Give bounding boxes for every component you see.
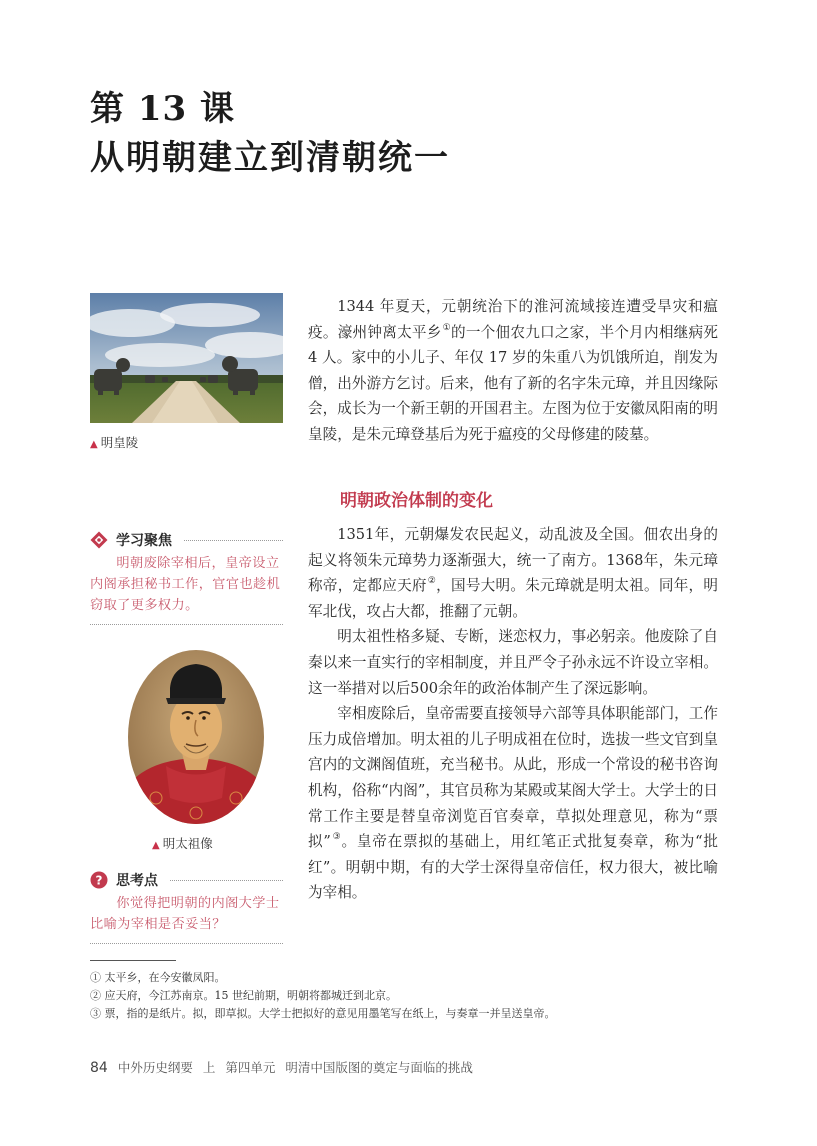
- question-icon: [90, 871, 108, 889]
- unit-title: 明清中国版图的奠定与面临的挑战: [285, 1060, 473, 1075]
- page-number: 84: [90, 1060, 108, 1076]
- book-title: 中外历史纲要: [117, 1060, 193, 1075]
- volume-label: 上: [202, 1060, 216, 1075]
- paragraph-1: 1351年，元朝爆发农民起义，动乱波及全国。佃农出身的起义将领朱元璋势力逐渐强大，统一了南方。1368年，朱元璋称帝，定都应天府②，国号大明。朱元璋就是明太祖。同年，明军北伐，攻占大都，推翻了元朝。: [308, 526, 718, 620]
- footnote-rule: [90, 960, 176, 961]
- taizu-portrait: [126, 648, 266, 826]
- taizu-portrait-image: [126, 648, 266, 826]
- footnote-ref-3[interactable]: ③: [331, 832, 342, 843]
- lesson-title: 从明朝建立到清朝统一: [90, 138, 450, 178]
- paragraph-2: 明太祖性格多疑、专断，迷恋权力，事必躬亲。他废除了自秦以来一直实行的宰相制度，并且严令子孙永远不许设立宰相。这一举措对以后500余年的政治体制产生了深远影响。: [308, 628, 718, 697]
- unit-label: 第四单元: [225, 1060, 276, 1075]
- page-footer: [90, 1058, 483, 1076]
- caption-triangle-icon: ▲: [152, 840, 160, 851]
- footnote-ref-1[interactable]: ①: [442, 322, 451, 333]
- portrait-caption: ▲ 明太祖像: [152, 836, 213, 851]
- paragraph-3: 宰相废除后，皇帝需要直接领导六部等具体职能部门，工作压力成倍增加。明太祖的儿子明成祖在位时，选拔一些文官到皇宫内的文渊阁值班，充当秘书。从此，形成一个常设的秘书咨询机构，俗称“内阁”，其官员称为某殿或某阁大学士。大学士的日常工作主要是替皇帝浏览百官奏章，草拟处理意见，称为“票拟”③。皇帝在票拟的基础上，用红笔正式批复奏章，称为“批红”。明朝中期，有的大学士深得皇帝信任，权力很大，被比喻为宰相。: [308, 705, 718, 902]
- tomb-caption: ▲ 明皇陵: [90, 435, 139, 450]
- think-title: 思考点: [116, 873, 158, 889]
- footnotes: [90, 969, 730, 1023]
- focus-title: 学习聚焦: [116, 533, 172, 549]
- focus-divider: [90, 624, 283, 625]
- footnote-3: ③ 票，指的是纸片。拟，即草拟。大学士把拟好的意见用墨笔写在纸上，与奏章一并呈送皇帝。: [90, 1007, 556, 1020]
- footnote-ref-2[interactable]: ②: [427, 576, 437, 587]
- lesson-number: 第 13 课: [90, 89, 235, 129]
- think-point-box: [90, 870, 283, 944]
- ming-tomb-photo: [90, 293, 283, 423]
- intro-text: 1344 年夏天，元朝统治下的淮河流域接连遭受旱灾和瘟疫。濠州钟离太平乡①的一个佃农九口之家，半个月内相继病死 4 人。家中的小儿子、年仅 17 岁的朱重八为饥饿所迫，削发为僧，出外游方乞讨。后来，他有了新的名字朱元璋，并且因缘际会，成长为一个新王朝的开国君主。左图为位于安徽凤阳南的明皇陵，是朱元璋登基后为死于瘟疫的父母修建的陵墓。: [308, 298, 718, 443]
- svg-text:?: ?: [95, 873, 103, 888]
- section-heading: 明朝政治体制的变化: [340, 491, 493, 511]
- think-divider: [90, 943, 283, 944]
- focus-diamond-icon: [90, 531, 108, 549]
- learning-focus-box: [90, 530, 283, 625]
- section-body: [308, 522, 718, 906]
- caption-triangle-icon: ▲: [90, 439, 98, 450]
- footnote-2: ② 应天府，今江苏南京。15 世纪前期，明朝将都城迁到北京。: [90, 989, 397, 1002]
- footnote-1: ① 太平乡，在今安徽凤阳。: [90, 971, 226, 984]
- think-text: 你觉得把明朝的内阁大学士比喻为宰相是否妥当？: [90, 896, 280, 932]
- ming-tomb-image: [90, 293, 283, 423]
- focus-text: 明朝废除宰相后，皇帝设立内阁承担秘书工作，官官也趁机窃取了更多权力。: [90, 556, 281, 613]
